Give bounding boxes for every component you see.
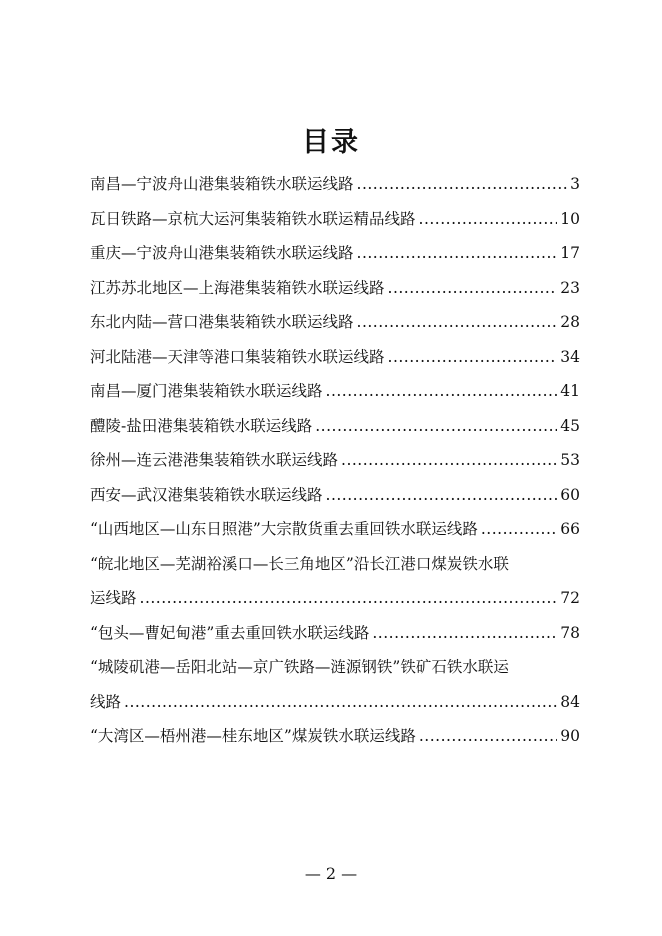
toc-leader-dots bbox=[388, 348, 558, 366]
toc-entry[interactable] bbox=[90, 172, 580, 207]
toc-entry-title-continued: 运线路 bbox=[90, 589, 137, 607]
toc-leader-dots bbox=[140, 589, 558, 607]
toc-entry-title: 西安—武汉港集装箱铁水联运线路 bbox=[90, 485, 323, 504]
toc-entry[interactable] bbox=[90, 690, 580, 725]
toc-entry-title: “皖北地区—芜湖裕溪口—长三角地区”沿长江港口煤炭铁水联 bbox=[90, 554, 509, 573]
toc-entry[interactable] bbox=[90, 345, 580, 380]
toc-leader-dots bbox=[357, 313, 558, 331]
toc-leader-dots bbox=[326, 382, 558, 400]
toc-entry-title: “山西地区—山东日照港”大宗散货重去重回铁水联运线路 bbox=[90, 520, 478, 538]
toc-entry-first-line[interactable] bbox=[90, 655, 580, 690]
toc-entry-first-line[interactable] bbox=[90, 552, 580, 587]
toc-leader-dots bbox=[419, 210, 558, 228]
toc-entry[interactable] bbox=[90, 448, 580, 483]
toc-page-number: 60 bbox=[560, 485, 580, 504]
toc-page-number: 45 bbox=[560, 416, 580, 435]
toc-leader-dots bbox=[341, 451, 557, 469]
toc-page-number: 34 bbox=[560, 347, 580, 366]
toc-leader-dots bbox=[481, 520, 557, 538]
toc-page-number: 72 bbox=[560, 589, 580, 607]
toc-page-number: 84 bbox=[560, 692, 580, 711]
toc-page-number: 66 bbox=[560, 520, 580, 538]
toc-entry[interactable] bbox=[90, 241, 580, 276]
toc-entry-title: “大湾区—梧州港—桂东地区”煤炭铁水联运线路 bbox=[90, 727, 416, 745]
toc-page-number: 53 bbox=[560, 451, 580, 469]
toc-entry-title: 徐州—连云港港集装箱铁水联运线路 bbox=[90, 451, 339, 469]
toc-entry[interactable] bbox=[90, 586, 580, 621]
toc-entry[interactable] bbox=[90, 207, 580, 242]
toc-entry[interactable] bbox=[90, 276, 580, 311]
toc-page-number: 78 bbox=[560, 623, 580, 642]
toc-page-number: 3 bbox=[570, 175, 580, 193]
toc-entry-title: 河北陆港—天津等港口集装箱铁水联运线路 bbox=[90, 347, 385, 366]
toc-entry[interactable] bbox=[90, 517, 580, 552]
toc-entry-title: “城陵矶港—岳阳北站—京广铁路—涟源钢铁”铁矿石铁水联运 bbox=[90, 658, 509, 676]
toc-leader-dots bbox=[372, 624, 557, 642]
toc-entry[interactable] bbox=[90, 310, 580, 345]
toc-leader-dots bbox=[326, 486, 558, 504]
toc-entry-title: 南昌—厦门港集装箱铁水联运线路 bbox=[90, 382, 323, 400]
toc-page-number: 41 bbox=[560, 382, 580, 400]
toc-entry-title: 重庆—宁波舟山港集装箱铁水联运线路 bbox=[90, 244, 354, 262]
toc-leader-dots bbox=[419, 727, 557, 745]
toc-leader-dots bbox=[388, 279, 558, 297]
toc-entry-title: 江苏苏北地区—上海港集装箱铁水联运线路 bbox=[90, 278, 385, 297]
toc-entry[interactable] bbox=[90, 621, 580, 656]
toc-page-number: 17 bbox=[560, 244, 580, 262]
toc-entry-title: 醴陵-盐田港集装箱铁水联运线路 bbox=[90, 416, 313, 435]
toc-entry[interactable] bbox=[90, 414, 580, 449]
page-title: 目录 bbox=[302, 127, 360, 158]
toc-entry[interactable] bbox=[90, 724, 580, 759]
toc-entry-title: 瓦日铁路—京杭大运河集装箱铁水联运精品线路 bbox=[90, 209, 416, 228]
toc-leader-dots bbox=[124, 693, 557, 711]
toc-entry-title: 东北内陆—营口港集装箱铁水联运线路 bbox=[90, 313, 354, 331]
toc-entry[interactable] bbox=[90, 379, 580, 414]
toc-leader-dots bbox=[357, 244, 558, 262]
toc-entry-title: 南昌—宁波舟山港集装箱铁水联运线路 bbox=[90, 175, 354, 193]
toc-leader-dots bbox=[357, 175, 568, 193]
toc-entry-title-continued: 线路 bbox=[90, 692, 122, 711]
page-number-footer: — 2 — bbox=[304, 864, 358, 883]
toc-page-number: 90 bbox=[560, 727, 580, 745]
toc-leader-dots bbox=[315, 417, 557, 435]
toc-entry-title: “包头—曹妃甸港”重去重回铁水联运线路 bbox=[90, 623, 370, 642]
toc-page-number: 10 bbox=[560, 209, 580, 228]
table-of-contents bbox=[90, 172, 580, 759]
toc-page-number: 28 bbox=[560, 313, 580, 331]
toc-page-number: 23 bbox=[560, 278, 580, 297]
toc-entry[interactable] bbox=[90, 483, 580, 518]
